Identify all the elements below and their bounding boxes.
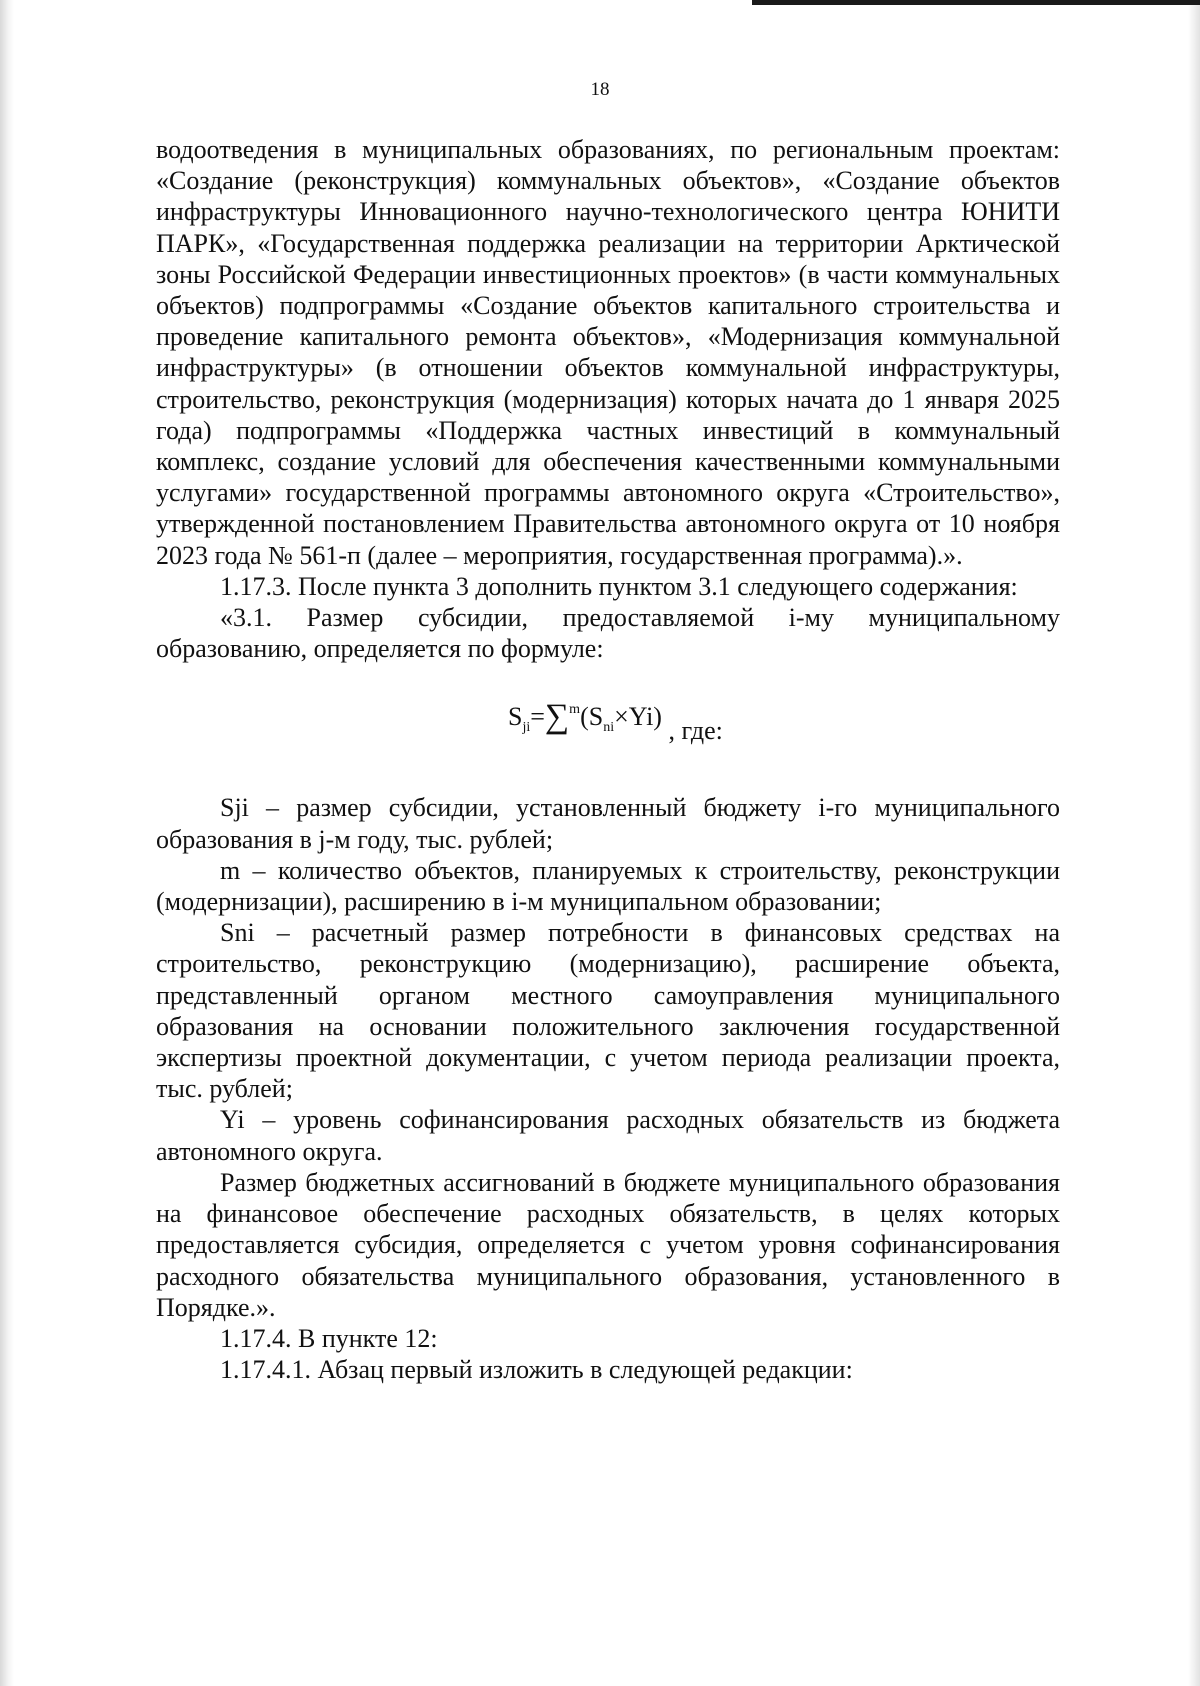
paragraph-continuation: водоотведения в муниципальных образованиях, по региональным проектам: «Создание (реконструкция) коммунальных объектов», «Создание объектов инфраструктуры Инновационного научно-технологического центра ЮНИТИ ПАРК», «Государственная поддержка реализации на территории Арктической зоны Российской Федерации инвестиционных проектов» (в части коммунальных объектов) подпрограммы «Создание объектов капитального строительства и проведение капитального ремонта объектов», «Модернизация коммунальной инфраструктуры» (в отношении объектов коммунальной инфраструктуры, строительство, реконструкция (модернизация) которых начата до 1 января 2025 года) подпрограммы «Поддержка частных инвестиций в коммунальный комплекс, создание условий для обеспечения качественными коммунальными услугами» государственной программы автономного округа «Строительство», утвержденной постановлением Правительства автономного округа от 10 ноября 2023 года № 561-п (далее – мероприятия, государственная программа).». (156, 135, 1060, 570)
formula-term-sub: ni (603, 720, 615, 736)
formula-sum-sign: ∑ (544, 698, 570, 736)
paragraph-item-1-17-3: 1.17.3. После пункта 3 дополнить пунктом 3.1 следующего содержания: (220, 571, 1018, 601)
formula-lhs-sub: ji (522, 720, 531, 736)
page-number: 18 (590, 79, 610, 100)
formula-open: (S (580, 702, 604, 732)
definition-m: m – количество объектов, планируемых к строительству, реконструкции (модернизации), расширению в i-м муниципальном образовании; (156, 855, 1060, 917)
paragraph-budget-allocations: Размер бюджетных ассигнований в бюджете муниципального образования на финансовое обеспечение расходных обязательств, в целях которых предоставляется субсидия, определяется с учетом уровня софинансирования расходного обязательства муниципального образования, установленного в Порядке.». (156, 1167, 1060, 1322)
formula-rest: ×Yi) (614, 702, 662, 732)
definition-sji: Sji – размер субсидии, установленный бюджету i-го муниципального образования в j-м году, тыс. рублей; (156, 793, 1060, 854)
paragraph-item-1-17-4: 1.17.4. В пункте 12: (220, 1323, 438, 1353)
formula-block (156, 664, 1060, 792)
subsidy-formula (508, 690, 723, 748)
formula-sum-sup: m (569, 702, 581, 718)
paragraph-item-3-1: «3.1. Размер субсидии, предоставляемой i-му муниципальному образованию, определяется по формуле: (156, 603, 1060, 664)
formula-lhs: S (508, 702, 523, 732)
definition-yi: Yi – уровень софинансирования расходных обязательств из бюджета автономного округа. (156, 1105, 1060, 1166)
formula-suffix: , где: (668, 716, 723, 746)
paragraph-item-1-17-4-1: 1.17.4.1. Абзац первый изложить в следующей редакции: (220, 1355, 853, 1385)
scan-top-line (752, 0, 1200, 5)
scan-edge-right (1188, 0, 1200, 1686)
scan-edge-left (0, 0, 14, 1686)
document-body (156, 134, 1060, 1385)
formula-equals: = (530, 702, 545, 732)
definition-sni: Sni – расчетный размер потребности в финансовых средствах на строительство, реконструкцию (модернизацию), расширение объекта, представленный органом местного самоуправления муниципального образования на основании положительного заключения государственной экспертизы проектной документации, с учетом периода реализации проекта, тыс. рублей; (156, 918, 1060, 1104)
